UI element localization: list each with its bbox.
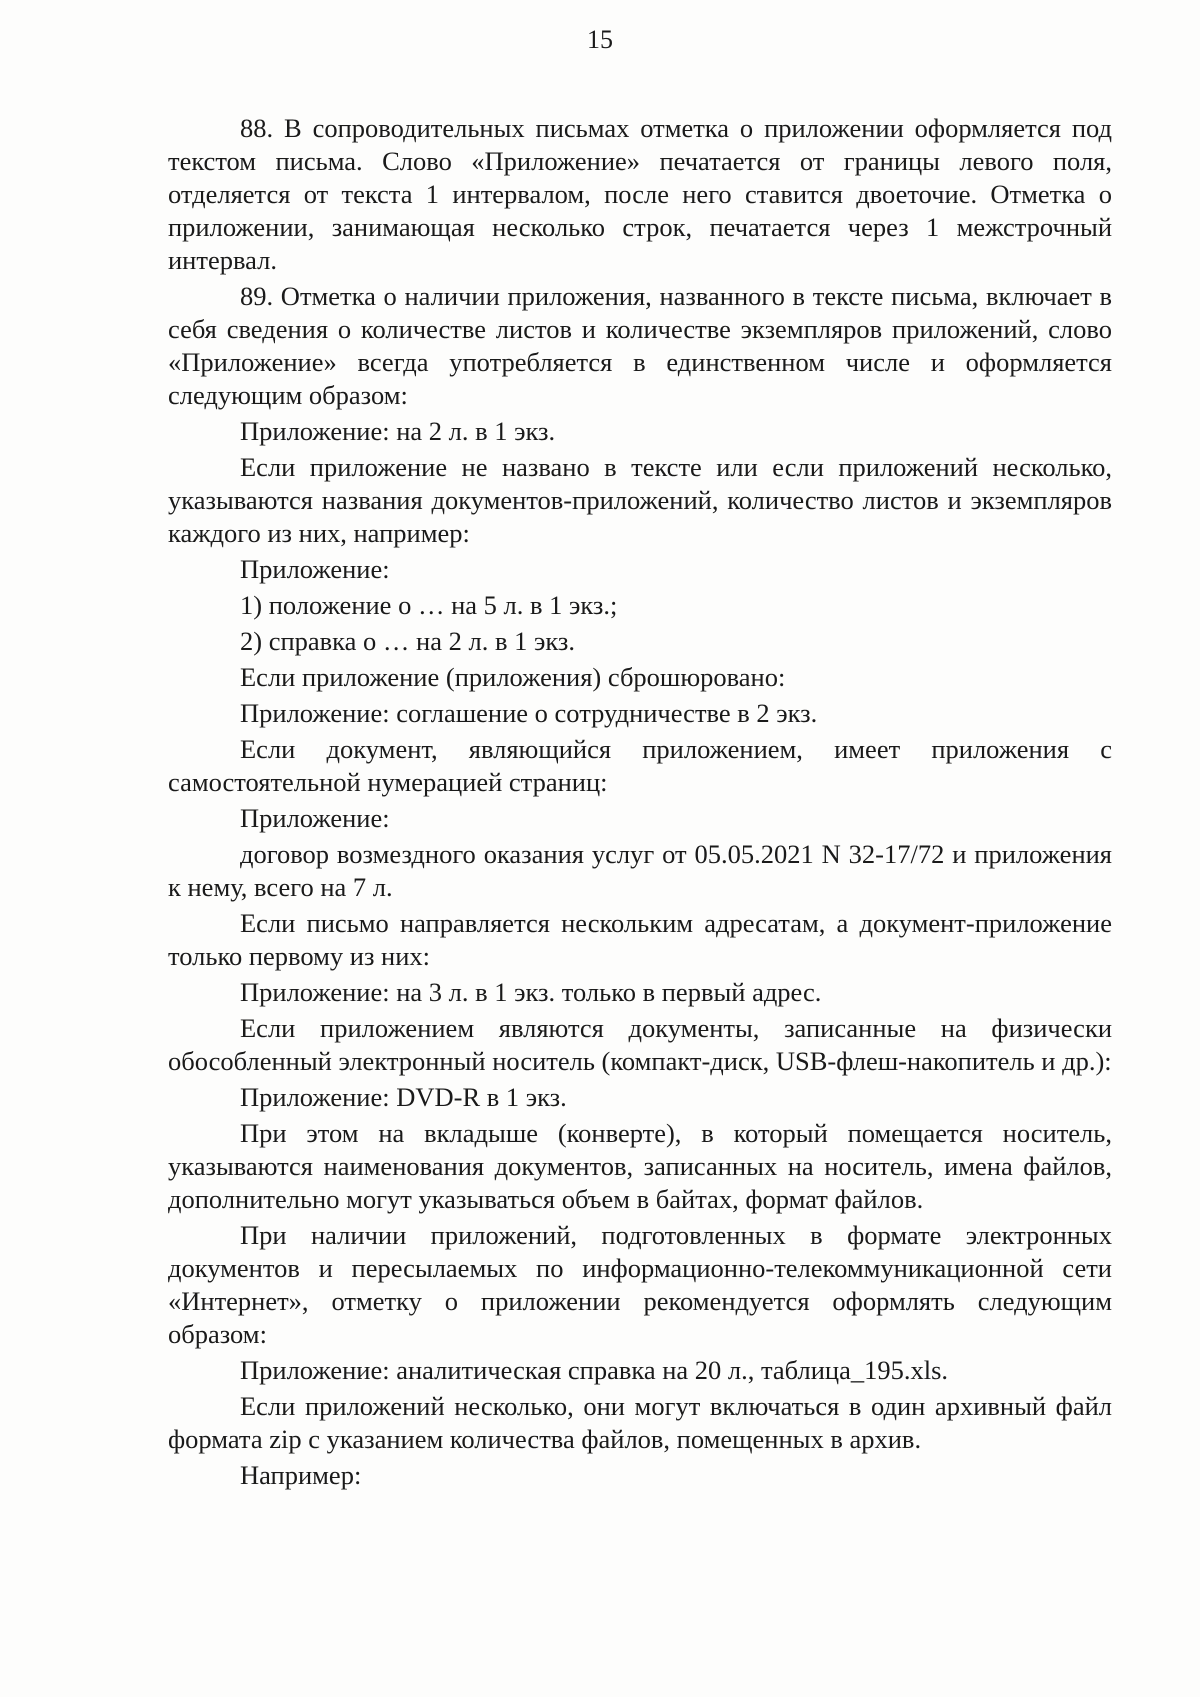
paragraph-89: 89. Отметка о наличии приложения, названного в тексте письма, включает в себя сведения о количестве листов и количестве экземпляров приложений, слово «Приложение» всегда употребляется в единственном числе и оформляется следующим образом: (168, 281, 1112, 410)
example-line: Приложение: соглашение о сотрудничестве в 2 экз. (240, 698, 818, 728)
paragraph-88: 88. В сопроводительных письмах отметка о приложении оформляется под текстом письма. Слово «Приложение» печатается от границы левого поля, отделяется от текста 1 интервалом, после него ставится двоеточие. Отметка о приложении, занимающая несколько строк, печатается через 1 межстрочный интервал. (168, 113, 1112, 275)
paragraph: Если приложение не названо в тексте или если приложений несколько, указываются названия документов-приложений, количество листов и экземпляров каждого из них, например: (168, 452, 1112, 548)
example-line: Приложение: на 3 л. в 1 экз. только в первый адрес. (240, 977, 822, 1007)
document-body (168, 112, 1112, 1495)
example-line: Приложение: аналитическая справка на 20 л., таблица_195.xls. (240, 1355, 949, 1385)
example-line: Приложение: (240, 803, 390, 833)
paragraph: Если приложение (приложения) сброшюровано: (240, 662, 786, 692)
page-number: 15 (587, 25, 613, 54)
example-line: договор возмездного оказания услуг от 05.05.2021 N 32-17/72 и приложения к нему, всего на 7 л. (168, 839, 1112, 902)
list-item: 2) справка о … на 2 л. в 1 экз. (240, 626, 575, 656)
example-line: Приложение: (240, 554, 390, 584)
paragraph: Если письмо направляется нескольким адресатам, а документ-приложение только первому из них: (168, 908, 1112, 971)
paragraph: Если приложений несколько, они могут включаться в один архивный файл формата zip с указанием количества файлов, помещенных в архив. (168, 1391, 1112, 1454)
paragraph: При наличии приложений, подготовленных в формате электронных документов и пересылаемых по информационно-телекоммуникационной сети «Интернет», отметку о приложении рекомендуется оформлять следующим образом: (168, 1220, 1112, 1349)
paragraph: При этом на вкладыше (конверте), в который помещается носитель, указываются наименования документов, записанных на носитель, имена файлов, дополнительно могут указываться объем в байтах, формат файлов. (168, 1118, 1112, 1214)
paragraph: Если документ, являющийся приложением, имеет приложения с самостоятельной нумерацией страниц: (168, 734, 1112, 797)
paragraph: Если приложением являются документы, записанные на физически обособленный электронный носитель (компакт-диск, USB-флеш-накопитель и др.): (168, 1013, 1112, 1076)
example-line: Приложение: DVD-R в 1 экз. (240, 1082, 567, 1112)
paragraph: Например: (240, 1460, 362, 1490)
list-item: 1) положение о … на 5 л. в 1 экз.; (240, 590, 618, 620)
example-line: Приложение: на 2 л. в 1 экз. (240, 416, 556, 446)
